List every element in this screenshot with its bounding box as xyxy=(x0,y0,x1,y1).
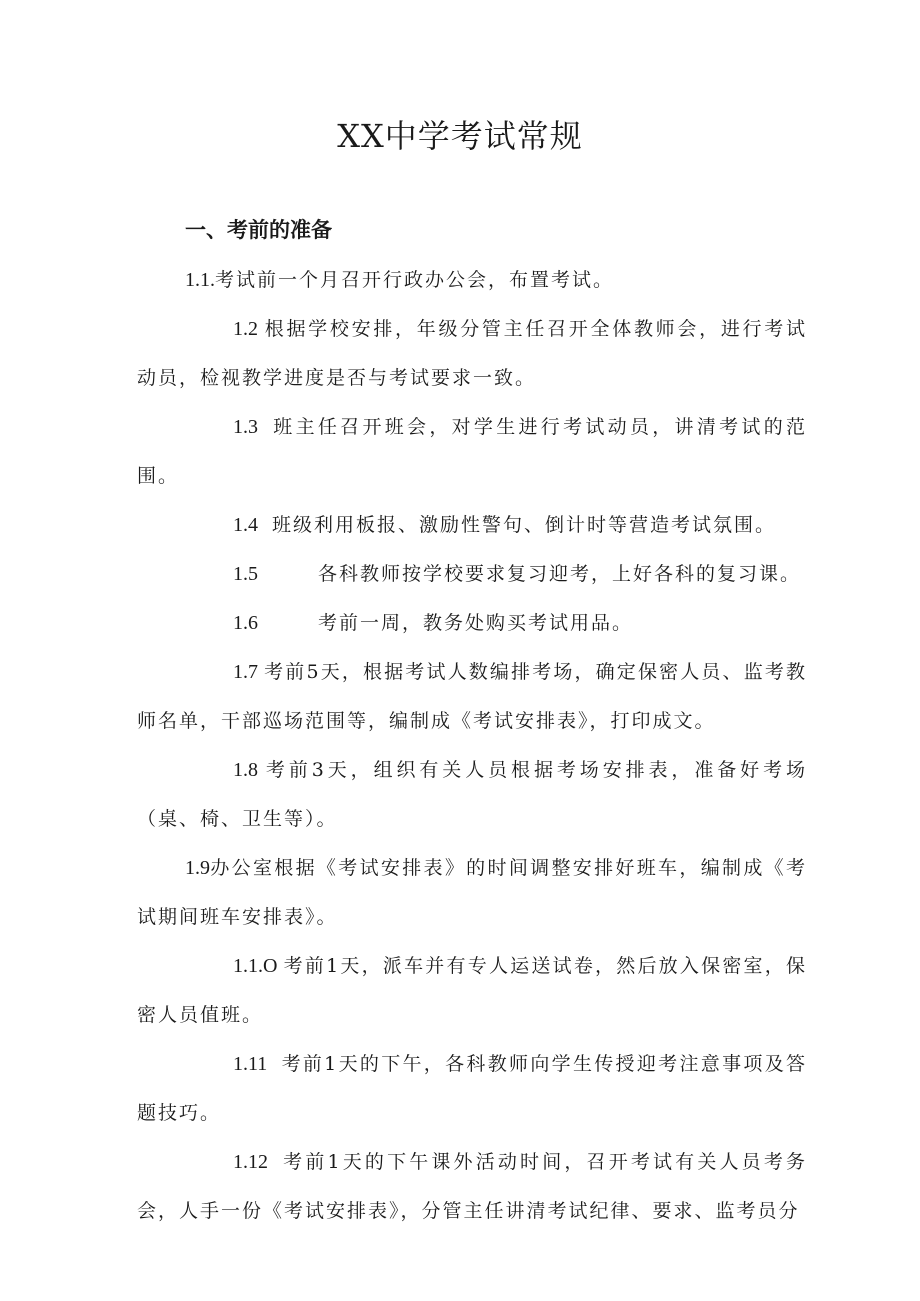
document-body xyxy=(137,208,807,1236)
item-text: 根据学校安排，年级分管主任召开全体教师会，进行考试动员，检视教学进度是否与考试要求一致。 xyxy=(137,318,807,389)
item-text: 考试前一个月召开行政办公会，布置考试。 xyxy=(215,269,615,291)
page-title: XX中学考试常规 xyxy=(337,117,583,155)
item-text: 考前1天的下午课外活动时间，召开考试有关人员考务会，人手一份《考试安排表》，分管主任讲清考试纪律、要求、监考员分 xyxy=(137,1151,807,1222)
item-number: 1.8 xyxy=(233,759,258,781)
list-item xyxy=(137,550,807,599)
list-item xyxy=(137,599,807,648)
item-number: 1.1.O xyxy=(233,955,278,977)
list-item xyxy=(137,942,807,1040)
item-number: 1.7 xyxy=(233,661,258,683)
list-item xyxy=(137,501,807,550)
item-number: 1.5 xyxy=(233,563,258,585)
section-heading: 一、考前的准备 xyxy=(185,218,332,242)
item-number: 1.9 xyxy=(185,857,210,879)
item-number: 1.3 xyxy=(233,416,258,438)
item-number: 1.4 xyxy=(233,514,258,536)
list-item xyxy=(137,1138,807,1236)
list-item xyxy=(137,403,807,501)
item-number: 1.2 xyxy=(233,318,258,340)
list-item xyxy=(137,256,807,305)
item-text: 考前5天，根据考试人数编排考场，确定保密人员、监考教师名单，干部巡场范围等，编制成《考试安排表》，打印成文。 xyxy=(137,661,807,732)
item-text: 班主任召开班会，对学生进行考试动员，讲清考试的范围。 xyxy=(137,416,807,487)
item-text: 考前3天，组织有关人员根据考场安排表，准备好考场（桌、椅、卫生等）。 xyxy=(137,759,807,830)
list-item xyxy=(137,1040,807,1138)
item-number: 1.1. xyxy=(185,269,215,291)
list-item xyxy=(137,844,807,942)
item-text: 各科教师按学校要求复习迎考，上好各科的复习课。 xyxy=(318,563,802,585)
item-text: 班级利用板报、激励性警句、倒计时等营造考试氛围。 xyxy=(272,514,777,536)
item-text: 考前一周，教务处购买考试用品。 xyxy=(318,612,634,634)
list-item xyxy=(137,746,807,844)
item-number: 1.12 xyxy=(233,1151,268,1173)
list-item xyxy=(137,648,807,746)
item-number: 1.11 xyxy=(233,1053,268,1075)
item-text: 办公室根据《考试安排表》的时间调整安排好班车，编制成《考试期间班车安排表》。 xyxy=(137,857,807,928)
item-number: 1.6 xyxy=(233,612,258,634)
item-text: 考前1天，派车并有专人运送试卷，然后放入保密室，保密人员值班。 xyxy=(137,955,807,1026)
item-text: 考前1天的下午，各科教师向学生传授迎考注意事项及答题技巧。 xyxy=(137,1053,807,1124)
list-item xyxy=(137,305,807,403)
